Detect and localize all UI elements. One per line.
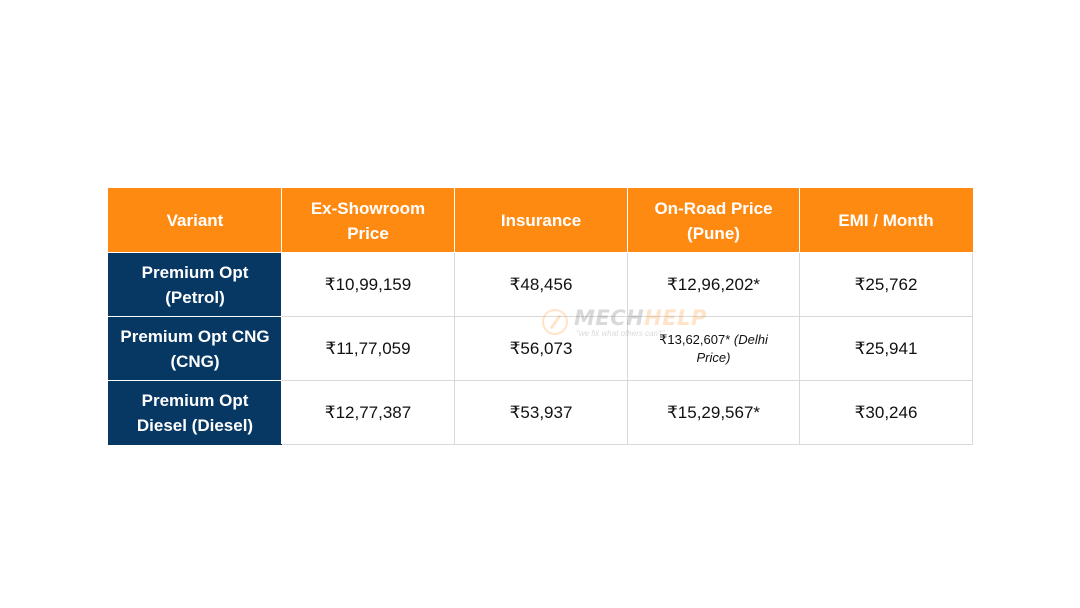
variant-cell bbox=[109, 253, 282, 317]
insurance-cell: ₹56,073 bbox=[455, 317, 628, 381]
on-road-cell bbox=[628, 317, 800, 381]
ex-showroom-cell: ₹11,77,059 bbox=[282, 317, 455, 381]
variant-line2: (CNG) bbox=[170, 351, 220, 371]
emi-cell: ₹25,941 bbox=[800, 317, 973, 381]
table-row bbox=[109, 381, 973, 445]
insurance-cell: ₹48,456 bbox=[455, 253, 628, 317]
header-insurance-label: Insurance bbox=[500, 211, 582, 230]
variant-line2: (Petrol) bbox=[165, 287, 225, 307]
header-row bbox=[109, 189, 973, 253]
variant-cell bbox=[109, 381, 282, 445]
on-road-note-line1: (Delhi bbox=[733, 331, 768, 347]
on-road-value: ₹13,62,607* bbox=[659, 331, 731, 347]
variant-cell bbox=[109, 317, 282, 381]
watermark-brand-part2: HELP bbox=[644, 306, 707, 330]
header-on-road-line1: On-Road Price bbox=[654, 198, 773, 218]
header-on-road bbox=[628, 189, 800, 253]
header-variant-label: Variant bbox=[166, 211, 224, 230]
watermark-brand-part1: MECH bbox=[574, 306, 645, 330]
variant-line1: Premium Opt bbox=[141, 390, 249, 410]
header-on-road-line2: (Pune) bbox=[687, 223, 740, 243]
emi-cell: ₹25,762 bbox=[800, 253, 973, 317]
header-emi-label: EMI / Month bbox=[838, 211, 934, 230]
header-ex-showroom-line2: Price bbox=[347, 223, 389, 243]
variant-line1: Premium Opt bbox=[141, 262, 249, 282]
on-road-cell: ₹12,96,202* bbox=[628, 253, 800, 317]
on-road-note-line2: Price) bbox=[696, 349, 731, 365]
variant-line1: Premium Opt CNG bbox=[120, 326, 270, 346]
price-table bbox=[108, 188, 973, 445]
ex-showroom-cell: ₹10,99,159 bbox=[282, 253, 455, 317]
insurance-cell: ₹53,937 bbox=[455, 381, 628, 445]
variant-line2: Diesel (Diesel) bbox=[136, 415, 254, 435]
emi-cell: ₹30,246 bbox=[800, 381, 973, 445]
header-ex-showroom bbox=[282, 189, 455, 253]
header-insurance bbox=[455, 189, 628, 253]
table-row bbox=[109, 317, 973, 381]
header-emi bbox=[800, 189, 973, 253]
table-row bbox=[109, 253, 973, 317]
header-ex-showroom-line1: Ex-Showroom bbox=[310, 198, 426, 218]
header-variant bbox=[109, 189, 282, 253]
watermark-tagline: "we fix what others can't" bbox=[576, 329, 665, 338]
on-road-cell: ₹15,29,567* bbox=[628, 381, 800, 445]
ex-showroom-cell: ₹12,77,387 bbox=[282, 381, 455, 445]
